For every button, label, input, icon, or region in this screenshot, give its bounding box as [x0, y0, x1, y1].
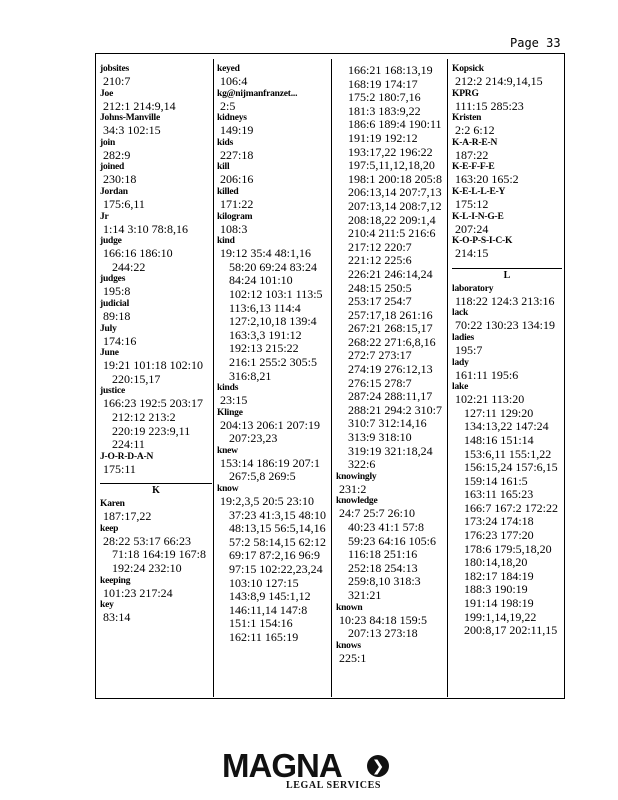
- index-term: judge: [100, 236, 122, 247]
- page-reference: 274:19 276:12,13: [348, 362, 433, 377]
- page-reference: 322:6: [348, 457, 376, 472]
- magna-logo: [222, 749, 397, 794]
- page-reference: 214:15: [455, 246, 489, 261]
- page-reference: 134:13,22 147:24: [464, 419, 549, 434]
- page-reference: 153:6,11 155:1,22: [464, 446, 552, 461]
- index-column-2: [217, 64, 329, 645]
- page-reference: 212:12 213:2: [112, 409, 176, 424]
- index-term: J-O-R-D-A-N: [100, 451, 154, 462]
- page-reference: 166:21 168:13,19: [348, 63, 433, 77]
- index-term: know: [217, 484, 239, 495]
- page-reference: 34:3 102:15: [103, 123, 161, 138]
- page-reference: 204:13 206:1 207:19: [220, 417, 321, 432]
- page-reference: 168:19 174:17: [348, 76, 418, 91]
- page-reference: 149:19: [220, 123, 254, 138]
- page-reference: 282:9: [103, 147, 131, 162]
- page-reference: 174:16: [103, 333, 137, 348]
- index-term: June: [100, 348, 119, 359]
- index-term: ladies: [452, 332, 475, 343]
- page-reference: 272:7 273:17: [348, 348, 412, 363]
- page-reference: 70:22 130:23 134:19: [455, 318, 556, 333]
- page-reference: 19:21 101:18 102:10: [103, 358, 204, 373]
- arrow-icon: ❯: [367, 755, 389, 777]
- page-reference: 19:2,3,5 20:5 23:10: [220, 494, 315, 509]
- index-column-3: [336, 64, 448, 665]
- index-term: keeping: [100, 575, 131, 586]
- page-reference: 253:17 254:7: [348, 294, 412, 309]
- page-reference: 207:24: [455, 221, 489, 236]
- page-reference: 182:17 184:19: [464, 568, 534, 583]
- page-reference: 224:11: [112, 437, 145, 452]
- page-reference: 162:11 165:19: [229, 630, 299, 644]
- page-reference: 288:21 294:2 310:7: [348, 402, 443, 417]
- index-term: kids: [217, 137, 234, 148]
- page-reference: 118:22 124:3 213:16: [455, 293, 555, 308]
- index-term: K-E-F-F-E: [452, 162, 495, 173]
- page-reference: 159:14 161:5: [464, 473, 528, 488]
- page-reference: 217:12 220:7: [348, 239, 412, 254]
- page-reference: 175:6,11: [103, 196, 145, 211]
- page-reference: 40:23 41:1 57:8: [348, 520, 425, 534]
- index-term: laboratory: [452, 283, 494, 294]
- index-term: lack: [452, 308, 469, 319]
- index-term: kind: [217, 236, 235, 247]
- page-reference: 187:17,22: [103, 509, 152, 524]
- page-reference: 84:24 101:10: [229, 273, 293, 288]
- page-reference: 37:23 41:3,15 48:10: [229, 507, 327, 522]
- page-reference: 195:7: [455, 342, 483, 357]
- page-reference: 102:21 113:20: [455, 392, 525, 407]
- index-frame: [95, 53, 565, 699]
- page-reference: 143:8,9 145:1,12: [229, 589, 311, 604]
- page-reference: 28:22 53:17 66:23: [103, 533, 192, 548]
- page-reference: 57:2 58:14,15 62:12: [229, 534, 327, 549]
- page-reference: 195:8: [103, 284, 131, 299]
- page-reference: 244:22: [112, 259, 146, 274]
- page-reference: 10:23 84:18 159:5: [339, 612, 428, 627]
- page-reference: 23:15: [220, 393, 248, 408]
- page-reference: 59:23 64:16 105:6: [348, 533, 437, 548]
- page-reference: 210:4 211:5 216:6: [348, 226, 436, 241]
- index-term: join: [100, 137, 116, 148]
- index-term: judicial: [100, 298, 130, 309]
- page-reference: 192:24 232:10: [112, 561, 182, 576]
- page-reference: 19:12 35:4 48:1,16: [220, 246, 312, 261]
- page-reference: 220:19 223:9,11: [112, 423, 191, 438]
- page-reference: 206:16: [220, 172, 254, 187]
- index-column-1: [100, 64, 212, 625]
- column-divider: [447, 59, 448, 697]
- index-term: joined: [100, 162, 125, 173]
- page-reference: 267:21 268:15,17: [348, 321, 433, 336]
- page-reference: 208:18,22 209:1,4: [348, 212, 436, 227]
- index-term: known: [336, 602, 363, 613]
- index-term: kidneys: [217, 113, 247, 124]
- page-reference: 181:3 183:9,22: [348, 103, 421, 118]
- index-term: kg@nijmanfranzet...: [217, 88, 298, 99]
- page-reference: 212:1 214:9,14: [103, 98, 176, 113]
- page-reference: 212:2 214:9,14,15: [455, 74, 543, 88]
- page-reference: 166:16 186:10: [103, 246, 173, 261]
- page-reference: 198:1 200:18 205:8: [348, 171, 443, 186]
- index-term: July: [100, 323, 117, 334]
- page-reference: 267:5,8 269:5: [229, 469, 296, 484]
- page-reference: 313:9 318:10: [348, 430, 412, 445]
- page-reference: 310:7 312:14,16: [348, 416, 427, 431]
- column-divider: [213, 59, 214, 697]
- index-term: Kopsick: [452, 64, 484, 74]
- page-reference: 69:17 87:2,16 96:9: [229, 548, 321, 563]
- index-term: K-E-L-L-E-Y: [452, 186, 506, 197]
- page-reference: 188:3 190:19: [464, 582, 528, 597]
- page-reference: 186:6 189:4 190:11: [348, 117, 442, 132]
- index-term: kill: [217, 162, 230, 173]
- index-term: Joe: [100, 88, 114, 99]
- page-reference: 175:2 180:7,16: [348, 90, 421, 105]
- index-term: knowingly: [336, 471, 377, 482]
- page-reference: 227:18: [220, 147, 254, 162]
- page-reference: 163:11 165:23: [464, 487, 534, 502]
- page-reference: 97:15 102:22,23,24: [229, 562, 323, 577]
- page-reference: 191:19 192:12: [348, 130, 418, 145]
- index-term: KPRG: [452, 88, 479, 99]
- page-reference: 24:7 25:7 26:10: [339, 506, 416, 521]
- page-reference: 321:21: [348, 587, 382, 602]
- page-number: Page 33: [510, 36, 561, 50]
- page-reference: 191:14 198:19: [464, 596, 534, 611]
- index-term: kinds: [217, 383, 239, 394]
- page-reference: 199:1,14,19,22: [464, 609, 537, 624]
- page-reference: 116:18 251:16: [348, 547, 418, 562]
- page-reference: 210:7: [103, 74, 131, 88]
- page-reference: 153:14 186:19 207:1: [220, 455, 321, 470]
- page-reference: 175:12: [455, 196, 489, 211]
- section-letter: L: [452, 268, 562, 281]
- index-term: Kristen: [452, 113, 482, 124]
- page-reference: 193:17,22 196:22: [348, 144, 433, 159]
- page-reference: 101:23 217:24: [103, 585, 173, 600]
- index-term: Johns-Manville: [100, 113, 161, 124]
- page-reference: 108:3: [220, 221, 248, 236]
- page-reference: 173:24 174:18: [464, 514, 534, 529]
- index-term: Jr: [100, 211, 109, 222]
- page-reference: 220:15,17: [112, 371, 161, 386]
- page-reference: 197:5,11,12,18,20: [348, 158, 435, 173]
- page-reference: 230:18: [103, 172, 137, 187]
- page-reference: 207:13 273:18: [348, 626, 418, 641]
- page-reference: 226:21 246:14,24: [348, 266, 433, 281]
- page-reference: 102:12 103:1 113:5: [229, 286, 323, 301]
- index-term: justice: [100, 386, 125, 397]
- page-reference: 248:15 250:5: [348, 280, 412, 295]
- index-term: K-A-R-E-N: [452, 137, 498, 148]
- index-term: lake: [452, 382, 469, 393]
- page-reference: 231:2: [339, 481, 367, 496]
- column-divider: [331, 59, 332, 697]
- index-term: killed: [217, 186, 239, 197]
- page-reference: 257:17,18 261:16: [348, 307, 433, 322]
- page-reference: 2:5: [220, 98, 236, 113]
- page-reference: 1:14 3:10 78:8,16: [103, 221, 189, 236]
- page-reference: 113:6,13 114:4: [229, 300, 301, 315]
- page-reference: 252:18 254:13: [348, 560, 418, 575]
- page-reference: 148:16 151:14: [464, 432, 534, 447]
- index-column-4: [452, 64, 562, 638]
- page-reference: 127:11 129:20: [464, 405, 534, 420]
- index-term: Klinge: [217, 407, 243, 418]
- page-reference: 156:15,24 157:6,15: [464, 460, 558, 475]
- page-reference: 216:1 255:2 305:5: [229, 354, 318, 369]
- page-reference: 221:12 225:6: [348, 253, 412, 268]
- index-term: keep: [100, 523, 119, 534]
- page-reference: 276:15 278:7: [348, 375, 412, 390]
- index-term: knew: [217, 445, 238, 456]
- page-reference: 207:23,23: [229, 431, 278, 446]
- page-reference: 287:24 288:11,17: [348, 389, 433, 404]
- page-reference: 2:2 6:12: [455, 123, 495, 138]
- index-term: judges: [100, 274, 126, 285]
- page-reference: 187:22: [455, 147, 489, 162]
- section-letter: K: [100, 483, 212, 496]
- logo-subtitle: LEGAL SERVICES: [286, 780, 382, 791]
- index-term: Jordan: [100, 186, 128, 197]
- page-reference: 103:10 127:15: [229, 575, 299, 590]
- page-reference: 106:4: [220, 74, 248, 88]
- index-term: keyed: [217, 64, 240, 74]
- page-reference: 163:3,3 191:12: [229, 327, 302, 342]
- page-reference: 48:13,15 56:5,14,16: [229, 521, 326, 536]
- index-term: kilogram: [217, 211, 253, 222]
- page-reference: 146:11,14 147:8: [229, 602, 308, 617]
- page-reference: 319:19 321:18,24: [348, 443, 433, 458]
- page-reference: 178:6 179:5,18,20: [464, 541, 552, 556]
- page-reference: 127:2,10,18 139:4: [229, 314, 317, 329]
- logo-wordmark: MAGNA: [222, 747, 342, 784]
- index-term: knows: [336, 640, 361, 651]
- page-reference: 180:14,18,20: [464, 555, 528, 570]
- page-reference: 206:13,14 207:7,13: [348, 185, 442, 200]
- page-reference: 163:20 165:2: [455, 172, 519, 187]
- page-reference: 176:23 177:20: [464, 528, 534, 543]
- index-term: lady: [452, 357, 469, 368]
- page-reference: 83:14: [103, 610, 131, 625]
- page-reference: 171:22: [220, 196, 254, 211]
- index-term: Karen: [100, 499, 125, 510]
- page-reference: 166:23 192:5 203:17: [103, 396, 204, 411]
- page-reference: 259:8,10 318:3: [348, 574, 421, 589]
- page-reference: 111:15 285:23: [455, 98, 524, 113]
- page-reference: 225:1: [339, 650, 367, 665]
- page-reference: 71:18 164:19 167:8: [112, 547, 207, 562]
- index-term: key: [100, 600, 114, 611]
- page-reference: 161:11 195:6: [455, 367, 519, 382]
- page-reference: 166:7 167:2 172:22: [464, 500, 559, 515]
- page-reference: 200:8,17 202:11,15: [464, 623, 558, 638]
- index-term: K-L-I-N-G-E: [452, 211, 504, 222]
- page-reference: 192:13 215:22: [229, 341, 299, 356]
- page-reference: 89:18: [103, 308, 131, 323]
- page-reference: 207:13,14 208:7,12: [348, 198, 442, 213]
- index-term: jobsites: [100, 64, 130, 74]
- page-reference: 316:8,21: [229, 368, 272, 383]
- index-term: K-O-P-S-I-C-K: [452, 236, 513, 247]
- index-term: knowledge: [336, 496, 378, 507]
- page-reference: 58:20 69:24 83:24: [229, 259, 318, 274]
- page-reference: 151:1 154:16: [229, 616, 293, 631]
- page-reference: 175:11: [103, 461, 136, 476]
- page-reference: 268:22 271:6,8,16: [348, 334, 436, 349]
